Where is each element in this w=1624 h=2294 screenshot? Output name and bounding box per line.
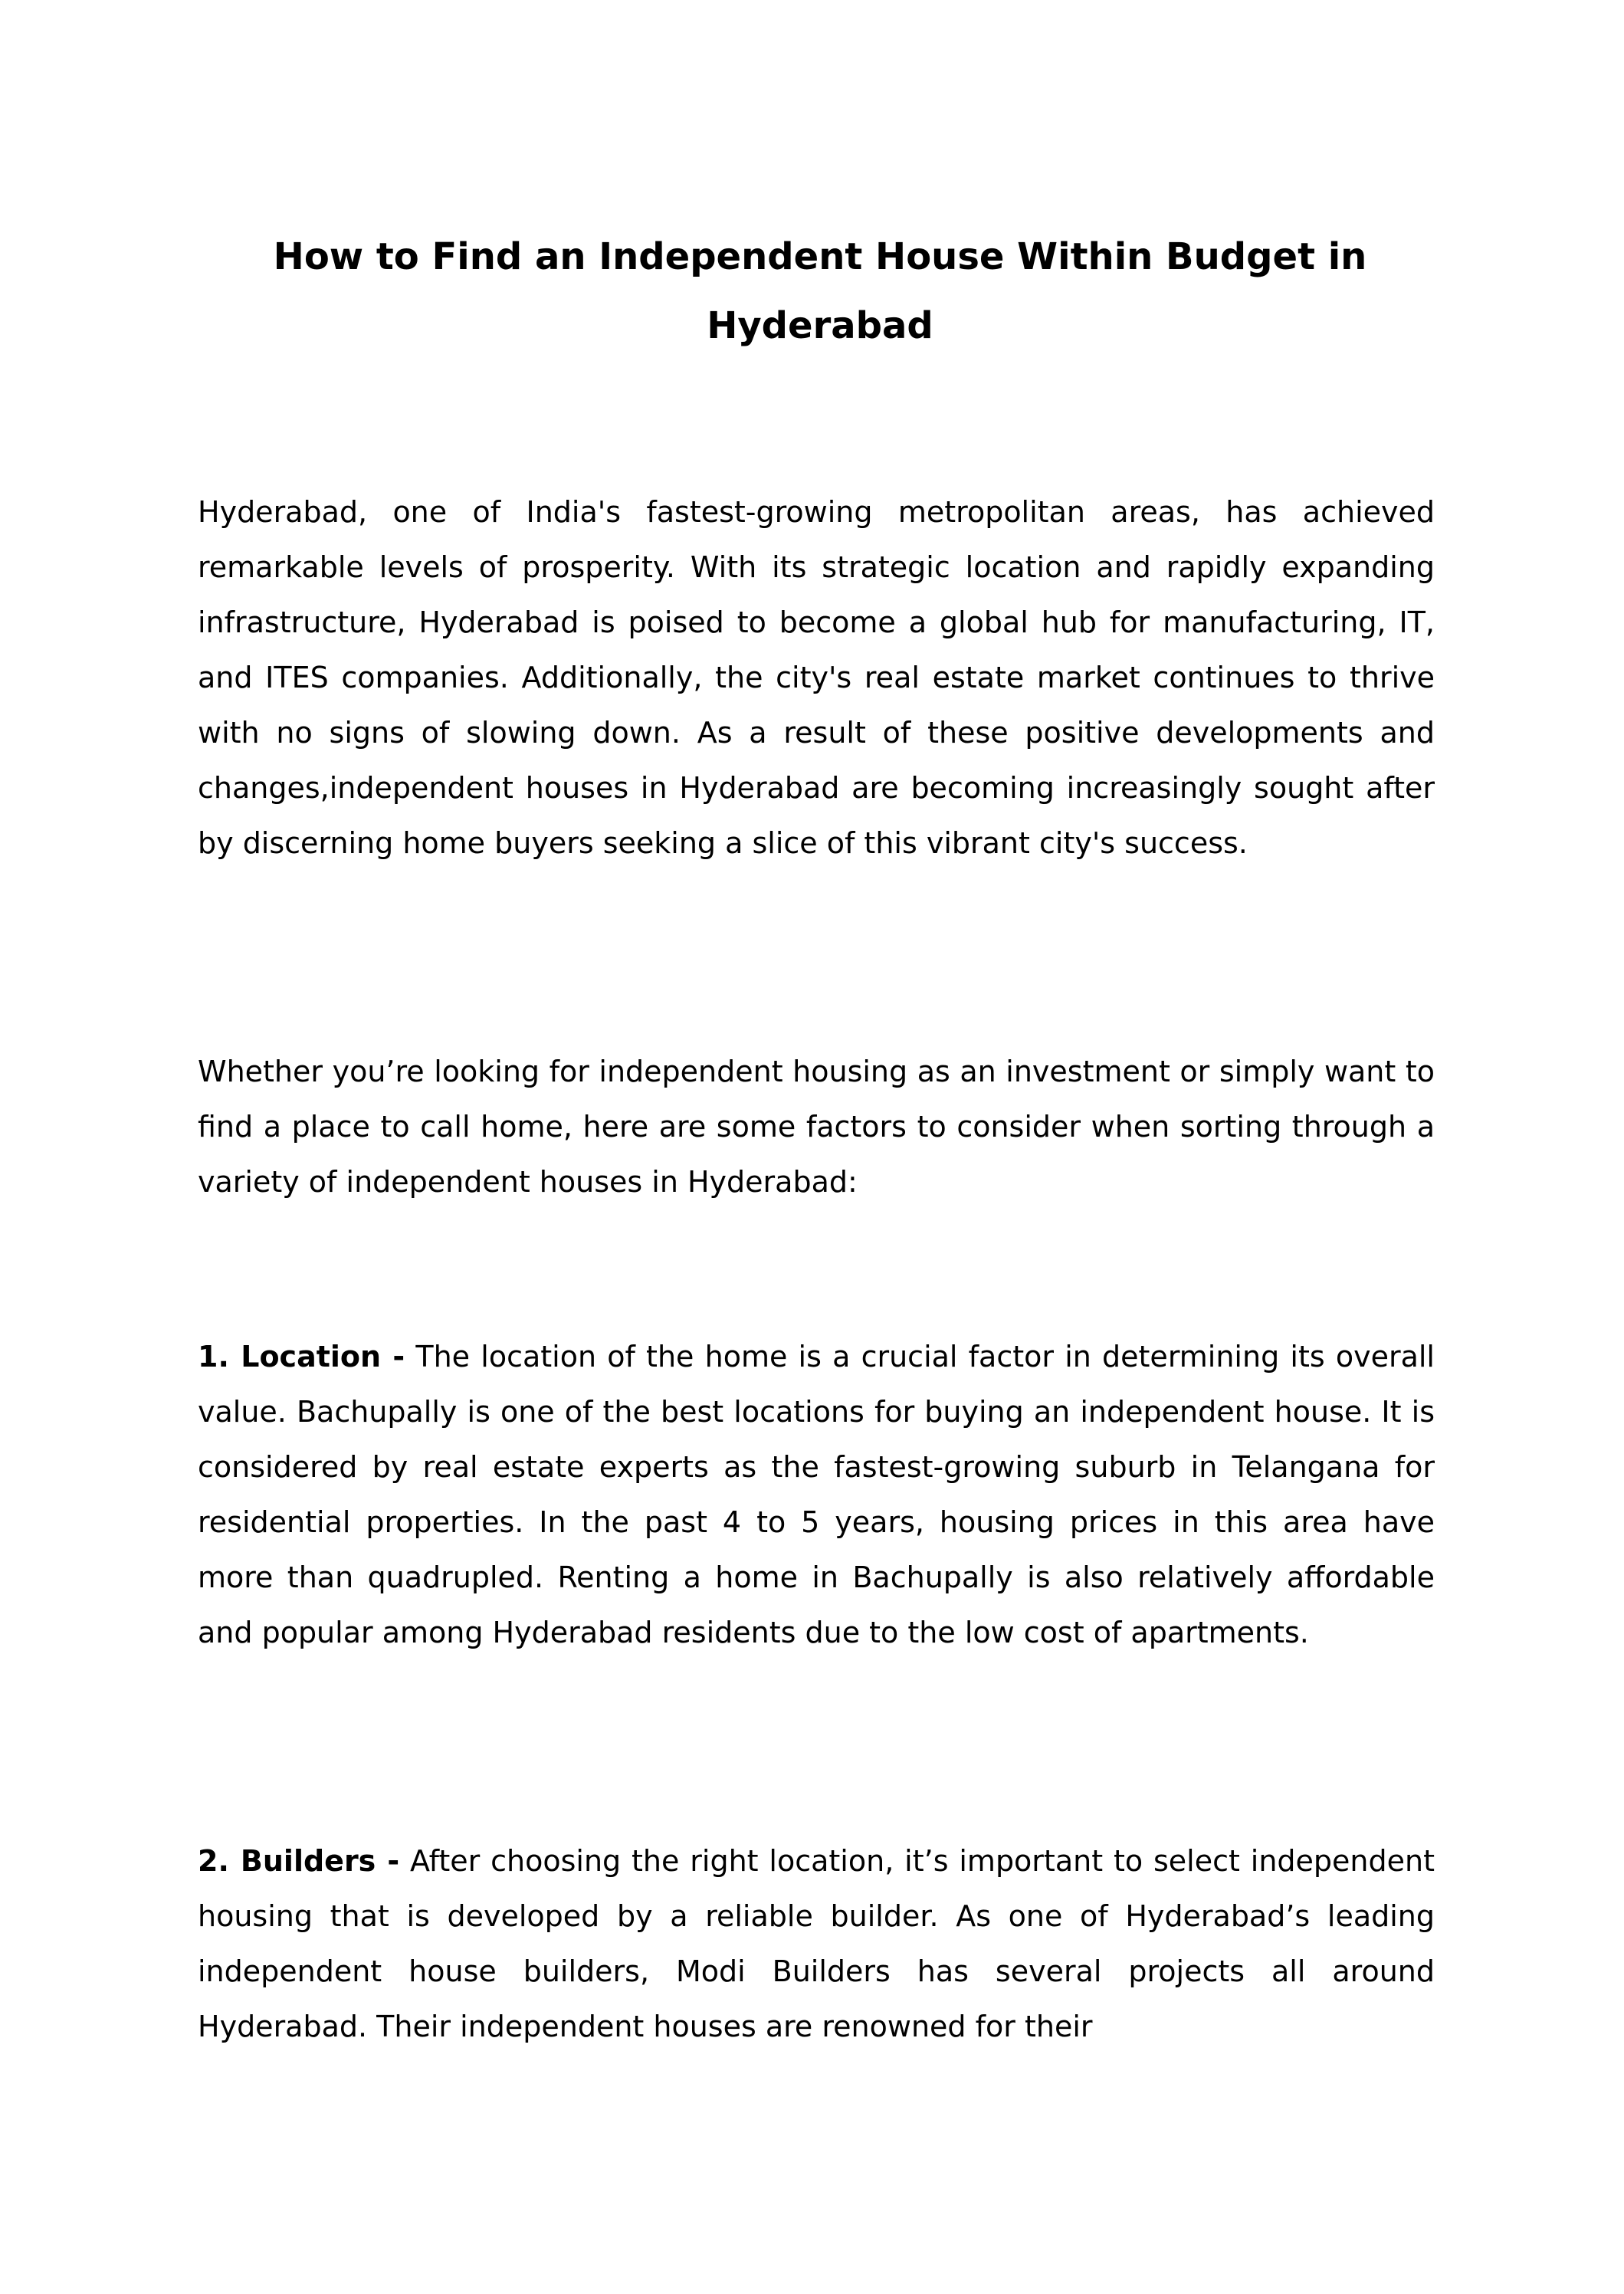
location-text: The location of the home is a crucial factor in determining its overall value. Bachupally is one of the best locations for buying an independent house. It is considered by real estate experts as the fastest-growing suburb in Telangana for residential properties. In the past 4 to 5 years, housing prices in this area have more than quadrupled. Renting a home in Bachupally is also relatively affordable and popular among Hyderabad residents due to the low cost of apartments.: [198, 1340, 1435, 1649]
location-heading: 1. Location -: [198, 1340, 405, 1373]
factors-intro-paragraph: [198, 1044, 1435, 1209]
builders-paragraph: [198, 1833, 1435, 2054]
factors-intro-text: Whether you’re looking for independent housing as an investment or simply want to find a place to call home, here are some factors to consider when sorting through a variety of independent houses in Hyderabad:: [198, 1055, 1435, 1199]
page-title: How to Find an Independent House Within Budget in Hyderabad: [273, 235, 1367, 347]
builders-heading: 2. Builders -: [198, 1844, 400, 1878]
builders-text: After choosing the right location, it’s important to select independent housing that is developed by a reliable builder. As one of Hyderabad’s leading independent house builders, Modi Builders has several projects all around Hyderabad. Their independent houses are renowned for their: [198, 1844, 1435, 2043]
intro-paragraph-text: Hyderabad, one of India's fastest-growing metropolitan areas, has achieved remarkable levels of prosperity. With its strategic location and rapidly expanding infrastructure, Hyderabad is poised to become a global hub for manufacturing, IT, and ITES companies. Additionally, the city's real estate market continues to thrive with no signs of slowing down. As a result of these positive developments and changes,independent houses in Hyderabad are becoming increasingly sought after by discerning home buyers seeking a slice of this vibrant city's success.: [198, 495, 1435, 860]
location-paragraph: [198, 1329, 1435, 1660]
intro-paragraph: [198, 484, 1435, 871]
